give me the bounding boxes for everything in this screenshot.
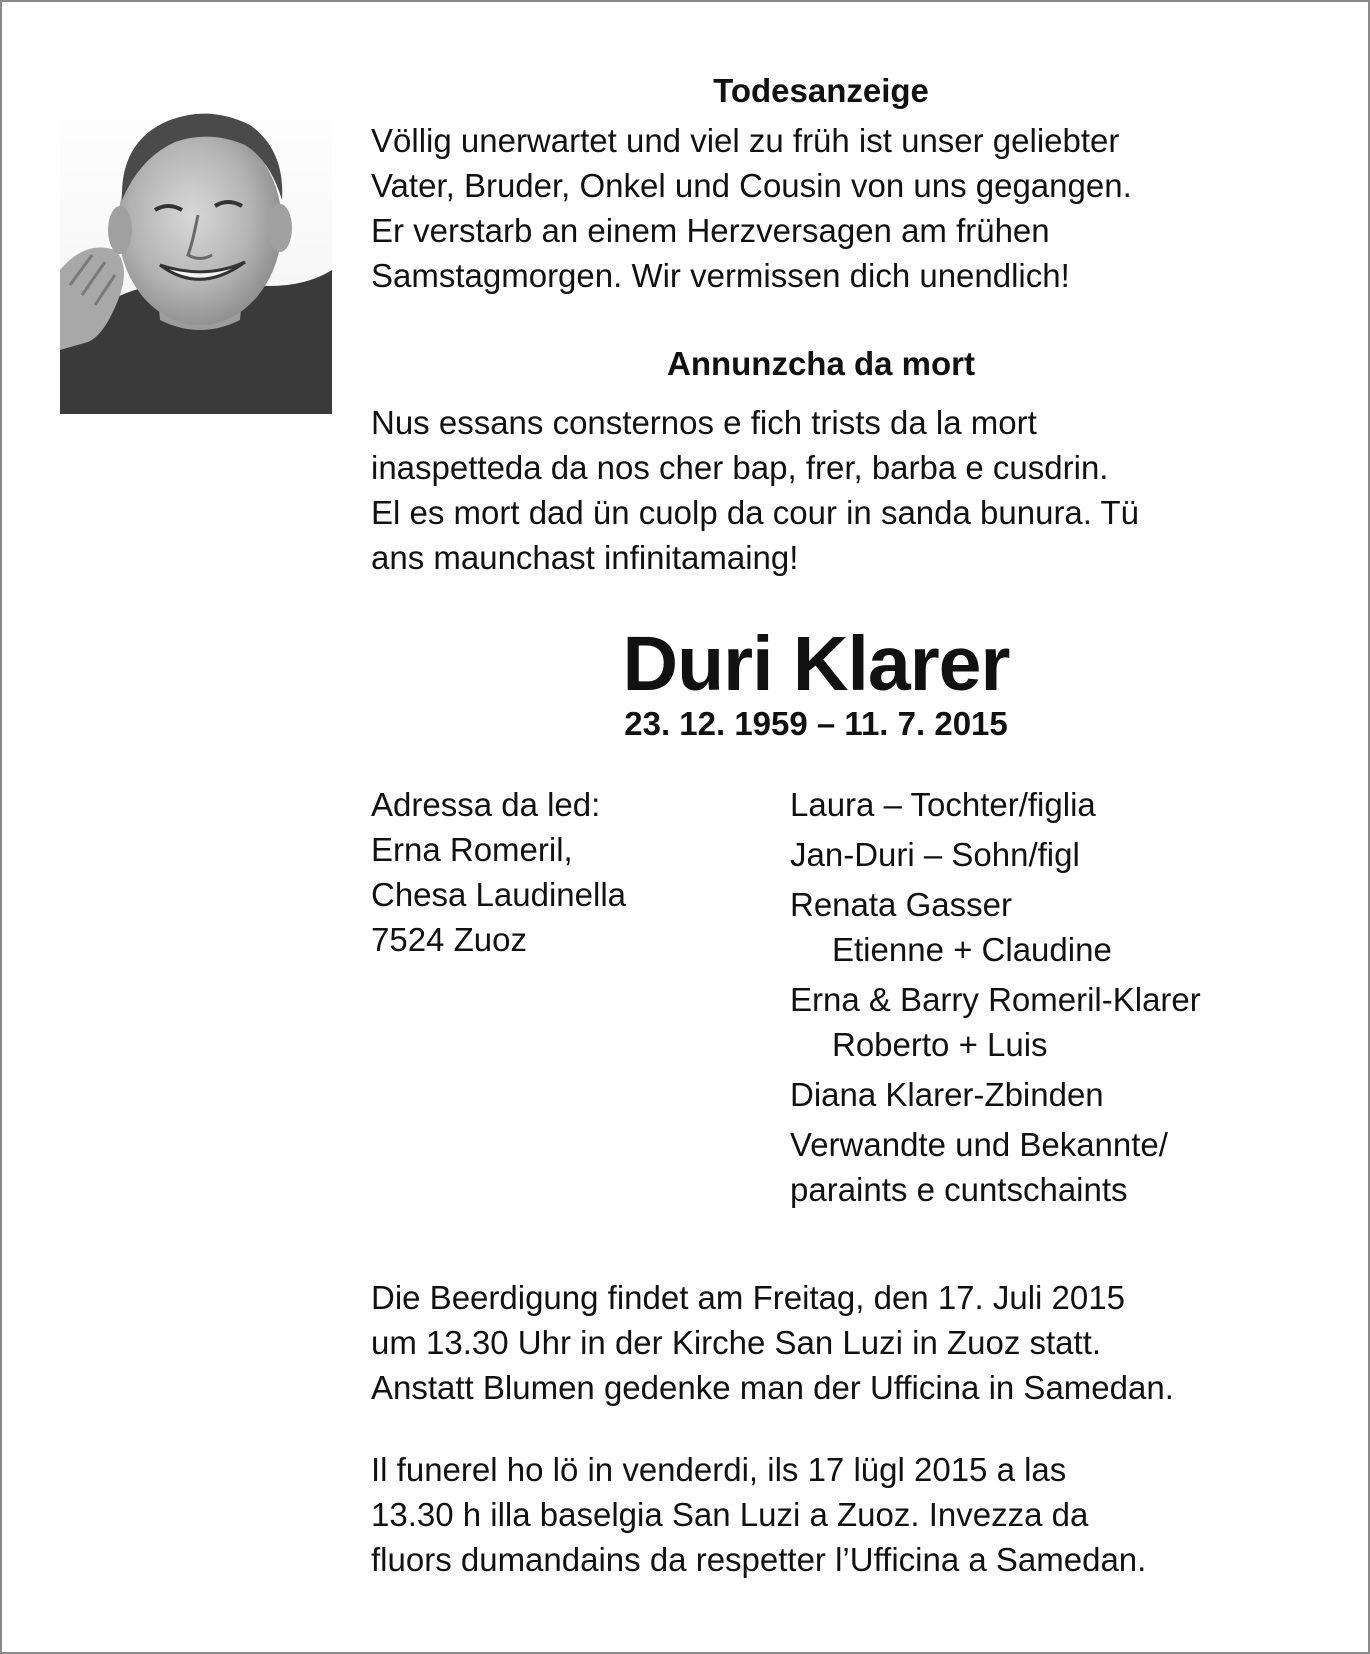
- family-member: Verwandte und Bekannte/: [790, 1126, 1168, 1163]
- notice-rm-line: inaspetteda da nos cher bap, frer, barba e cusdrin.: [371, 449, 1109, 486]
- family-member: Erna & Barry Romeril-Klarer: [790, 981, 1201, 1018]
- family-entry: [790, 1122, 1201, 1212]
- funeral-de-text: [371, 1275, 1271, 1410]
- notice-rm-text: [371, 400, 1271, 580]
- notice-rm-line: Nus essans consternos e fich trists da la mort: [371, 404, 1037, 441]
- family-member: Renata Gasser: [790, 886, 1012, 923]
- family-entry: [790, 1072, 1201, 1117]
- notice-de-text: [371, 118, 1271, 298]
- family-entry: [790, 782, 1201, 827]
- address-line: Adressa da led:: [371, 786, 601, 823]
- family-children: Roberto + Luis: [832, 1026, 1048, 1063]
- funeral-de-line: Die Beerdigung findet am Freitag, den 17. Juli 2015: [371, 1279, 1125, 1316]
- notice-de-line: Völlig unerwartet und viel zu früh ist unser geliebter: [371, 122, 1120, 159]
- family-entry: [790, 832, 1201, 877]
- funeral-de-line: Anstatt Blumen gedenke man der Ufficina in Samedan.: [371, 1369, 1174, 1406]
- family-member: paraints e cuntschaints: [790, 1171, 1128, 1208]
- family-member: Diana Klarer-Zbinden: [790, 1076, 1104, 1113]
- family-member: Jan-Duri – Sohn/figl: [790, 836, 1080, 873]
- deceased-name: Duri Klarer: [622, 621, 1010, 707]
- family-member: Laura – Tochter/figlia: [790, 786, 1096, 823]
- funeral-rm-text: [371, 1447, 1271, 1582]
- portrait-photo: [60, 80, 332, 414]
- notice-de-line: Samstagmorgen. Wir vermissen dich unendlich!: [371, 257, 1070, 294]
- mourning-address: [371, 782, 626, 962]
- notice-rm-line: El es mort dad ün cuolp da cour in sanda bunura. Tü: [371, 494, 1140, 531]
- notice-rm-line: ans maunchast infinitamaing!: [371, 539, 799, 576]
- notice-de-heading: Todesanzeige: [713, 72, 929, 109]
- notice-rm-heading: Annunzcha da mort: [666, 345, 975, 382]
- funeral-de-line: um 13.30 Uhr in der Kirche San Luzi in Zuoz statt.: [371, 1324, 1102, 1361]
- deceased-dates: 23. 12. 1959 – 11. 7. 2015: [624, 705, 1008, 742]
- family-entry: [790, 977, 1201, 1067]
- address-line: Erna Romeril,: [371, 831, 573, 868]
- notice-de-line: Er verstarb an einem Herzversagen am frühen: [371, 212, 1050, 249]
- family-children: Etienne + Claudine: [832, 931, 1112, 968]
- family-list: [790, 782, 1201, 1217]
- notice-de-line: Vater, Bruder, Onkel und Cousin von uns gegangen.: [371, 167, 1132, 204]
- address-line: 7524 Zuoz: [371, 921, 527, 958]
- address-line: Chesa Laudinella: [371, 876, 627, 913]
- family-entry: [790, 882, 1201, 972]
- funeral-rm-line: 13.30 h illa baselgia San Luzi a Zuoz. Invezza da: [371, 1496, 1089, 1533]
- funeral-rm-line: Il funerel ho lö in venderdi, ils 17 lügl 2015 a las: [371, 1451, 1067, 1488]
- funeral-rm-line: fluors dumandains da respetter l’Ufficina a Samedan.: [371, 1541, 1147, 1578]
